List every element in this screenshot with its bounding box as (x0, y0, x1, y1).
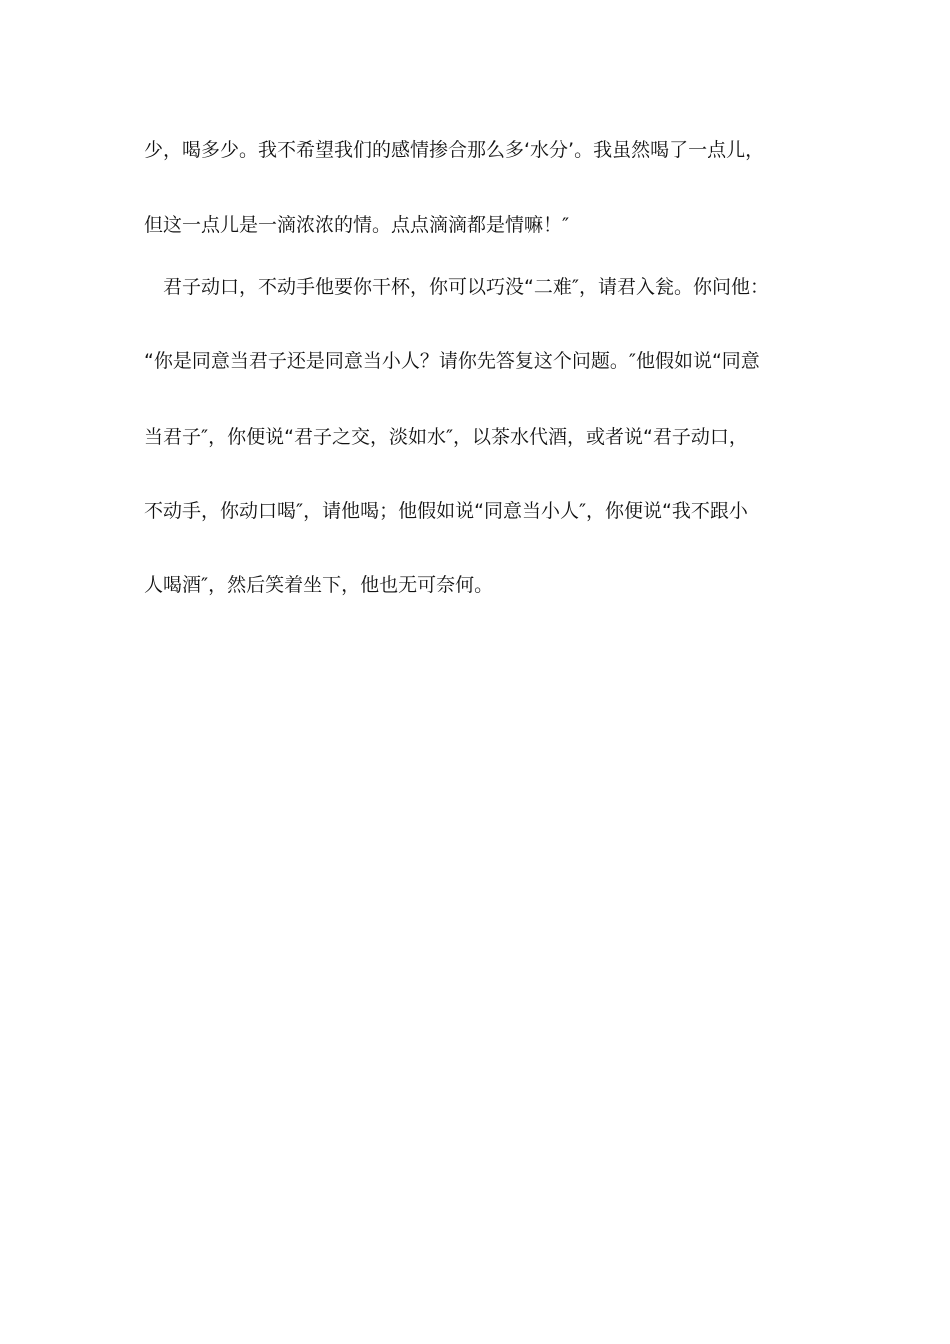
paragraph-line-1: 少，喝多少。我不希望我们的感情掺合那么多‘水分’。我虽然喝了一点儿， (144, 139, 765, 161)
paragraph-line-4: “你是同意当君子还是同意当小人？请你先答复这个问题。″他假如说“同意 (144, 350, 760, 372)
paragraph-line-6: 不动手，你动口喝″，请他喝；他假如说“同意当小人″，你便说“我不跟小 (144, 500, 748, 522)
paragraph-line-2: 但这一点儿是一滴浓浓的情。点点滴滴都是情嘛！″ (144, 214, 570, 236)
paragraph-line-5: 当君子″，你便说“君子之交，淡如水″，以茶水代酒，或者说“君子动口， (144, 426, 748, 448)
paragraph-line-7: 人喝酒″，然后笑着坐下，他也无可奈何。 (144, 574, 494, 596)
paragraph-line-3: 君子动口，不动手他要你干杯，你可以巧没“二难″，请君入瓮。你问他： (144, 276, 769, 298)
